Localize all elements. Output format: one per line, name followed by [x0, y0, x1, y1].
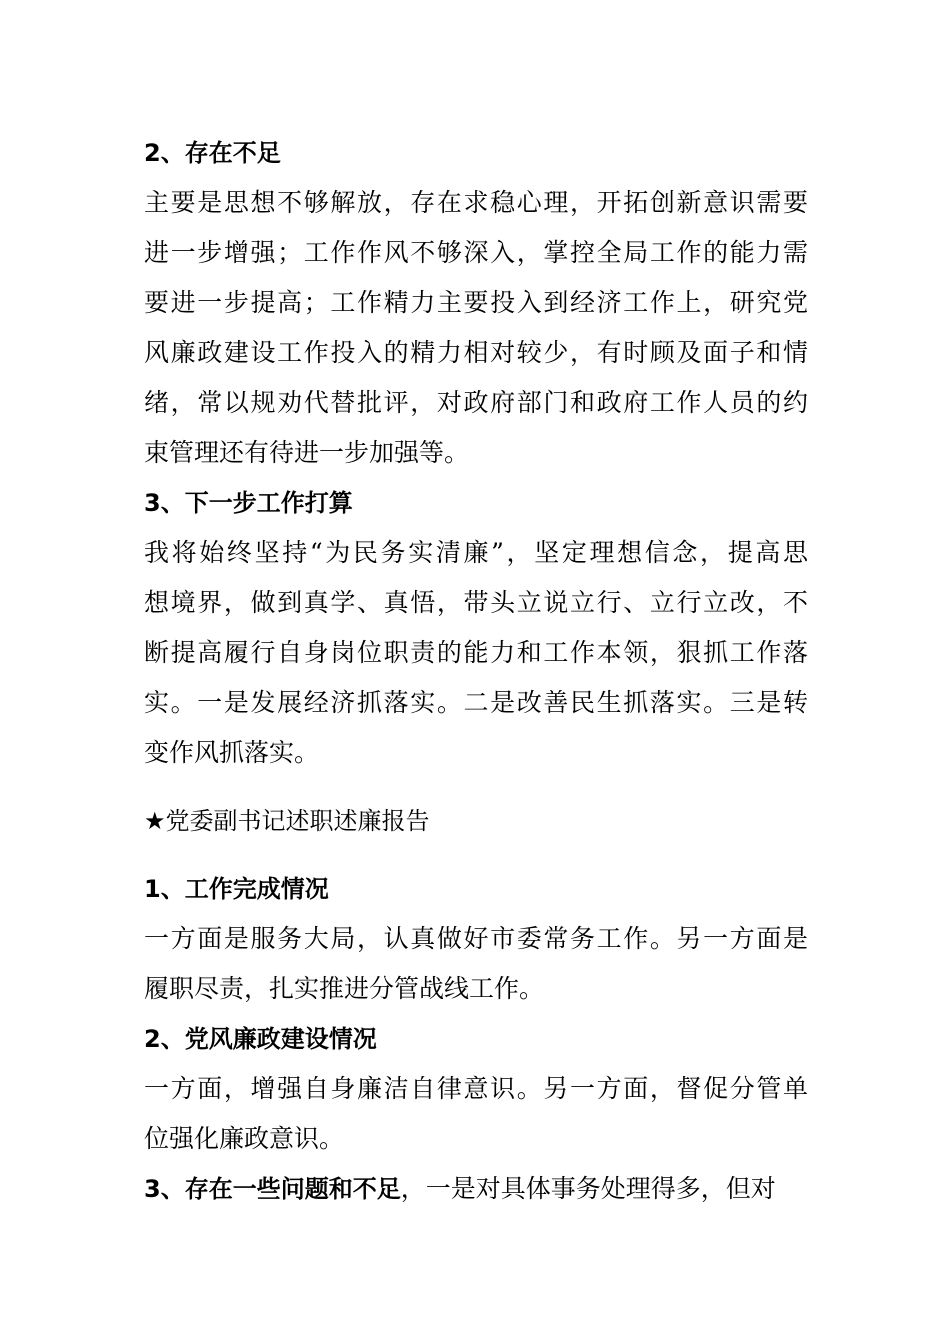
- paragraph-line: 束管理还有待进一步加强等。: [144, 438, 470, 467]
- spacer: [144, 846, 808, 864]
- paragraph-line: 绪，常以规劝代替批评，对政府部门和政府工作人员的约: [144, 388, 808, 417]
- paragraph-line: 一方面，增强自身廉洁自律意识。另一方面，督促分管单: [144, 1074, 808, 1103]
- paragraph-line: 主要是思想不够解放，存在求稳心理，开拓创新意识需要: [144, 188, 808, 217]
- document-page: [144, 128, 808, 1214]
- paragraph-line: 一方面是服务大局，认真做好市委常务工作。另一方面是: [144, 924, 808, 953]
- paragraph-line: 我将始终坚持“为民务实清廉”，坚定理想信念，提高思: [144, 538, 808, 567]
- section-heading-shortcomings: 2、存在不足: [144, 139, 281, 167]
- inline-heading-problems: 3、存在一些问题和不足: [144, 1175, 401, 1203]
- paragraph-line: 风廉政建设工作投入的精力相对较少，有时顾及面子和情: [144, 338, 808, 367]
- inline-text: ，一是对具体事务处理得多，但对: [400, 1174, 776, 1203]
- paragraph-line: 进一步增强；工作作风不够深入，掌控全局工作的能力需: [144, 238, 808, 267]
- paragraph-line: 想境界，做到真学、真悟，带头立说立行、立行立改，不: [144, 588, 808, 617]
- report-title: ★党委副书记述职述廉报告: [144, 807, 430, 835]
- section-heading-integrity-building: 2、党风廉政建设情况: [144, 1025, 377, 1053]
- paragraph-line: 要进一步提高；工作精力主要投入到经济工作上，研究党: [144, 288, 808, 317]
- paragraph-line: 履职尽责，扎实推进分管战线工作。: [144, 974, 545, 1003]
- section-heading-work-completion: 1、工作完成情况: [144, 875, 329, 903]
- paragraph-line: 实。一是发展经济抓落实。二是改善民生抓落实。三是转: [144, 688, 808, 717]
- section-heading-next-steps: 3、下一步工作打算: [144, 489, 353, 517]
- paragraph-line: 变作风抓落实。: [144, 738, 320, 767]
- paragraph-line-problems: [144, 1164, 808, 1214]
- paragraph-line: 断提高履行自身岗位职责的能力和工作本领，狠抓工作落: [144, 638, 808, 667]
- spacer: [144, 778, 808, 796]
- paragraph-line: 位强化廉政意识。: [144, 1124, 345, 1153]
